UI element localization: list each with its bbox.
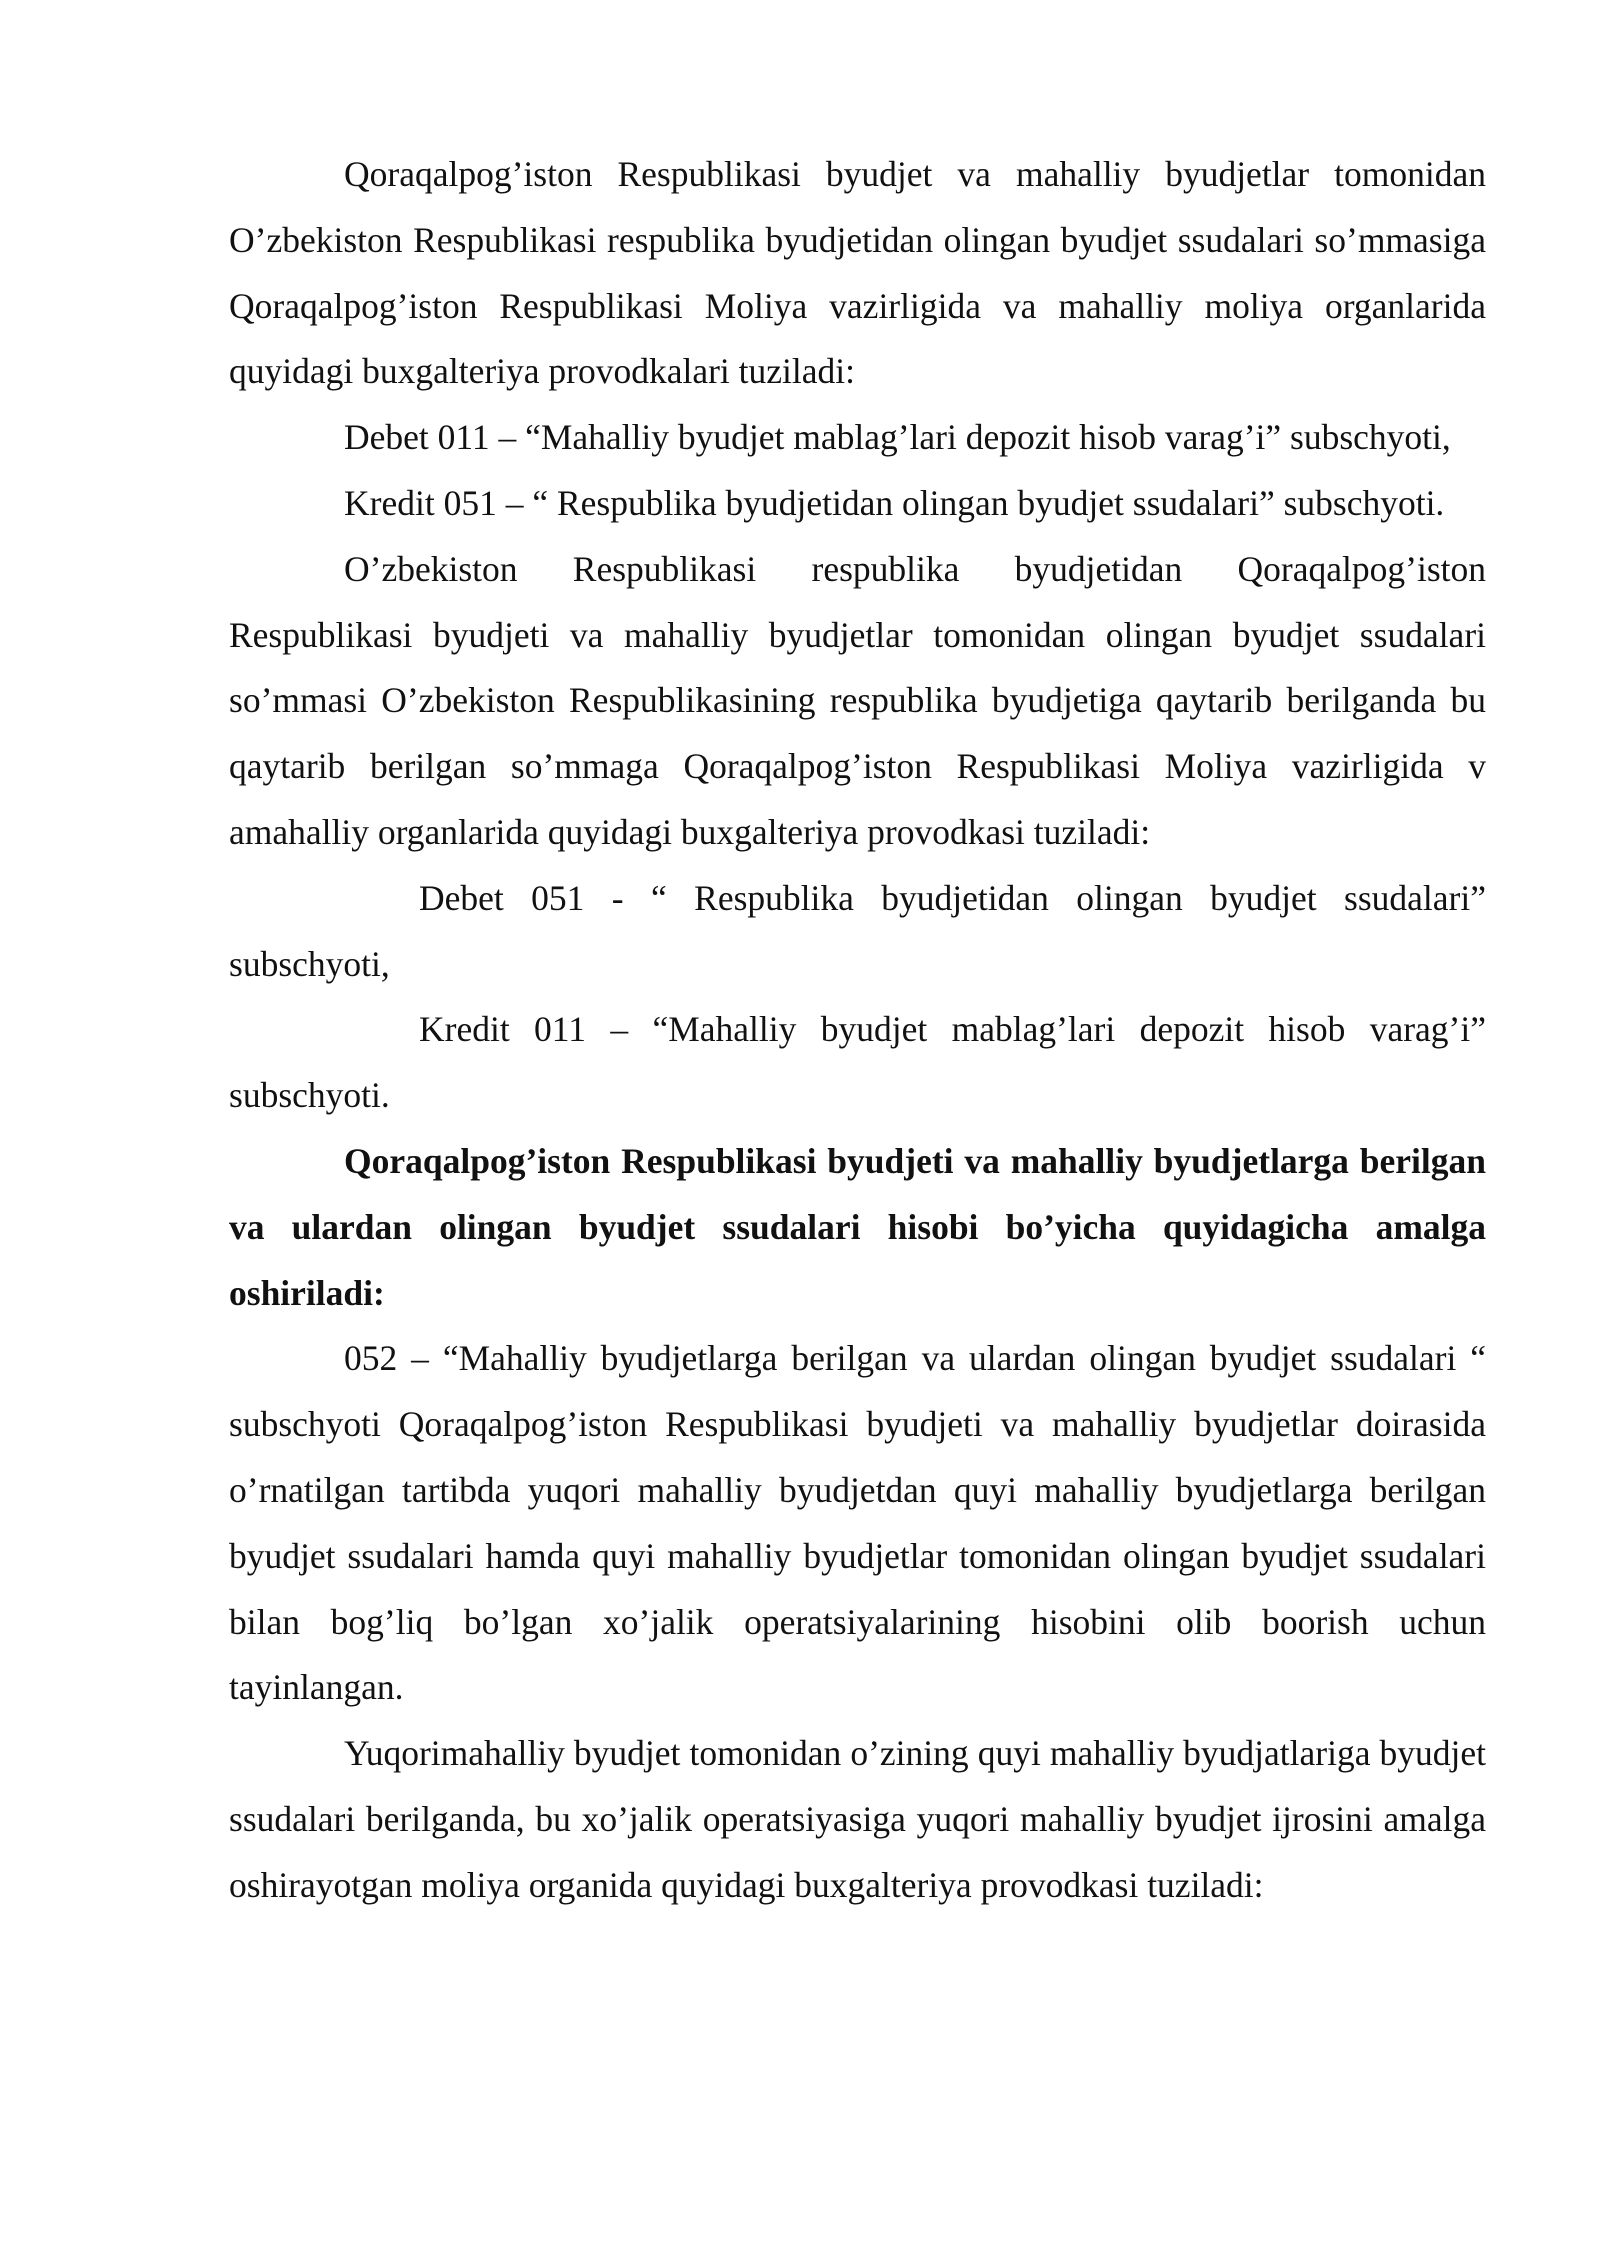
entry-debet-051: Debet 051 - “ Respublika byudjetidan olingan byudjet ssudalari” subschyoti, — [229, 877, 1486, 984]
paragraph-loan-repayment: O’zbekiston Respublikasi respublika byudjetidan Qoraqalpog’iston Respublikasi byudjeti va mahalliy byudjetlar tomonidan olingan byudjet ssudalari so’mmasi O’zbekiston Respublikasining respublika byudjetiga qaytarib berilganda bu qaytarib berilgan so’mmaga Qoraqalpog’iston Respublikasi Moliya vazirligida v amahalliy organlarida quyidagi buxgalteriya provodkasi tuziladi: — [229, 548, 1486, 852]
paragraph-upper-budget-loans: Yuqorimahalliy byudjet tomonidan o’zining quyi mahalliy byudjatlariga byudjet ssudalari berilganda, bu xo’jalik operatsiyasiga yuqori mahalliy byudjet ijrosini amalga oshirayotgan moliya organida quyidagi buxgalteriya provodkasi tuziladi: — [229, 1733, 1486, 1905]
paragraph-budget-loans-intro: Qoraqalpog’iston Respublikasi byudjet va mahalliy byudjetlar tomonidan O’zbekiston Respublikasi respublika byudjetidan olingan byudjet ssudalari so’mmasiga Qoraqalpog’iston Respublikasi Moliya vazirligida va mahalliy moliya organlarida quyidagi buxgalteriya provodkalari tuziladi: — [229, 154, 1486, 392]
paragraph-subaccount-052: 052 – “Mahalliy byudjetlarga berilgan va ulardan olingan byudjet ssudalari “ subschyoti Qoraqalpog’iston Respublikasi byudjeti va mahalliy byudjetlar doirasida o’rnatilgan tartibda yuqori mahalliy byudjetdan quyi mahalliy byudjetlarga berilgan byudjet ssudalari hamda quyi mahalliy byudjetlar tomonidan olingan byudjet ssudalari bilan bog’liq bo’lgan xo’jalik operatsiyalarining hisobini olib boorish uchun tayinlangan. — [229, 1338, 1486, 1708]
entry-kredit-051: Kredit 051 – “ Respublika byudjetidan olingan byudjet ssudalari” subschyoti. — [344, 482, 1445, 523]
entry-debet-011: Debet 011 – “Mahalliy byudjet mablag’lari depozit hisob varag’i” subschyoti, — [344, 417, 1451, 458]
entry-kredit-011: Kredit 011 – “Mahalliy byudjet mablag’lari depozit hisob varag’i” subschyoti. — [229, 1009, 1486, 1116]
document-page — [229, 142, 1486, 1919]
section-heading-local-budget-loans: Qoraqalpog’iston Respublikasi byudjeti va mahalliy byudjetlarga berilgan va ulardan olingan byudjet ssudalari hisobi bo’yicha quyidagicha amalga oshiriladi: — [229, 1140, 1486, 1313]
